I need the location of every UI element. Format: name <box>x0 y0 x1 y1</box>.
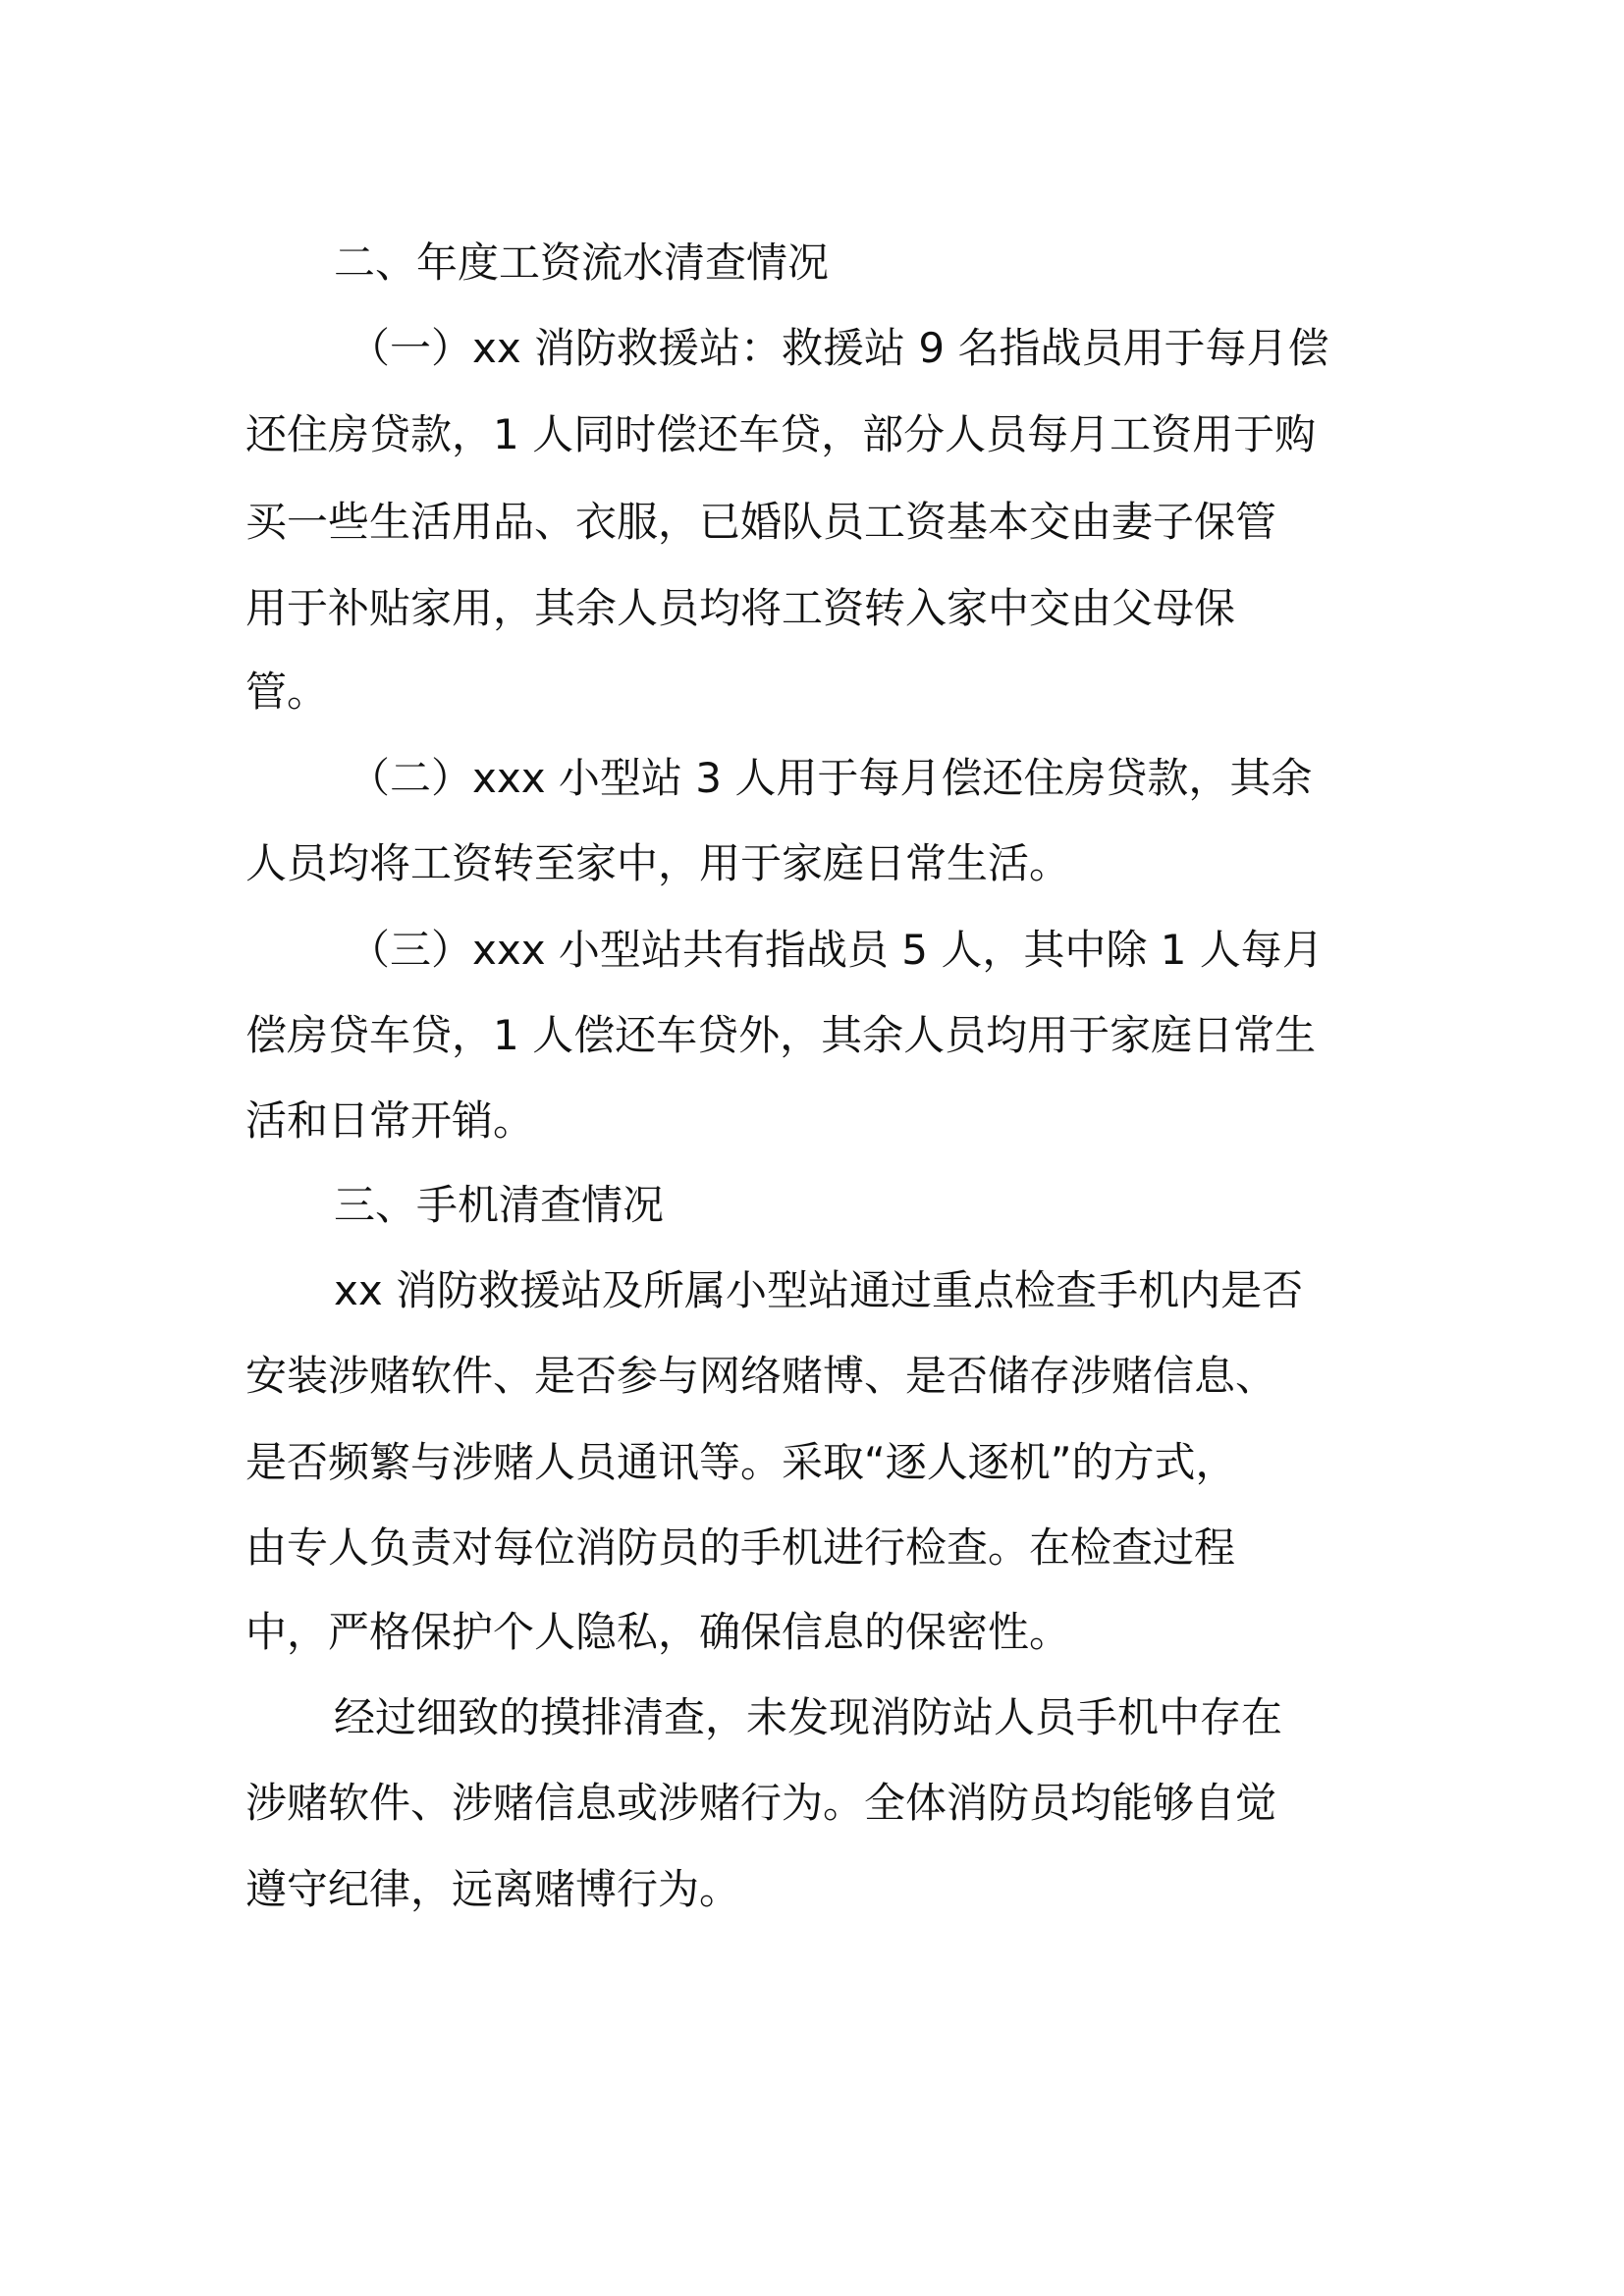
paragraph-line: 由专人负责对每位消防员的手机进行检查。在检查过程 <box>245 1523 1236 1572</box>
paragraph-line: 人员均将工资转至家中，用于家庭日常生活。 <box>245 839 1071 887</box>
paragraph-line: 是否频繁与涉赌人员通讯等。采取“逐人逐机”的方式， <box>245 1438 1237 1486</box>
paragraph-line: xx 消防救援站及所属小型站通过重点检查手机内是否 <box>334 1266 1304 1314</box>
paragraph-line: 涉赌软件、涉赌信息或涉赌行为。全体消防员均能够自觉 <box>245 1779 1277 1827</box>
paragraph-line: 遵守纪律，远离赌博行为。 <box>245 1865 741 1913</box>
section-heading-salary: 二、年度工资流水清查情况 <box>334 239 830 287</box>
paragraph-line: （一）xx 消防救援站：救援站 9 名指战员用于每月偿 <box>349 324 1329 372</box>
section-heading-phone: 三、手机清查情况 <box>334 1181 665 1229</box>
paragraph-line: 活和日常开销。 <box>245 1096 535 1145</box>
paragraph-line: 安装涉赌软件、是否参与网络赌博、是否储存涉赌信息、 <box>245 1352 1277 1400</box>
paragraph-line: 经过细致的摸排清查，未发现消防站人员手机中存在 <box>334 1693 1283 1741</box>
paragraph-line: （二）xxx 小型站 3 人用于每月偿还住房贷款，其余 <box>349 754 1313 802</box>
paragraph-line: 中，严格保护个人隐私，确保信息的保密性。 <box>245 1608 1071 1656</box>
paragraph-line: 用于补贴家用，其余人员均将工资转入家中交由父母保 <box>245 584 1236 632</box>
paragraph-line: （三）xxx 小型站共有指战员 5 人，其中除 1 人每月 <box>349 926 1324 974</box>
paragraph-line: 还住房贷款，1 人同时偿还车贷，部分人员每月工资用于购 <box>245 410 1317 458</box>
paragraph-line: 偿房贷车贷，1 人偿还车贷外，其余人员均用于家庭日常生 <box>245 1011 1317 1059</box>
paragraph-line: 管。 <box>245 667 329 716</box>
paragraph-line: 买一些生活用品、衣服，已婚队员工资基本交由妻子保管 <box>245 498 1277 546</box>
